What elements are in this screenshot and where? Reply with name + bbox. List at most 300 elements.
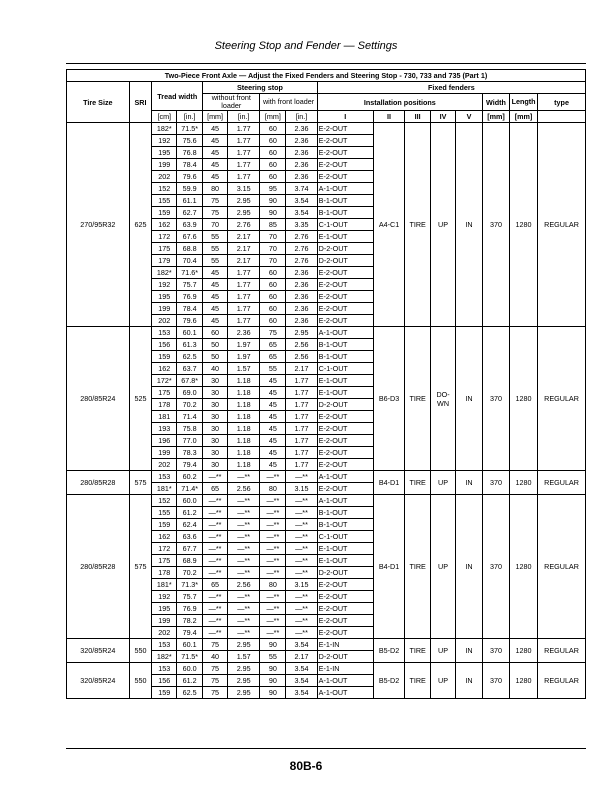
stop-with-mm-cell: 65 <box>260 339 286 351</box>
stop-without-mm-cell: 75 <box>203 639 228 651</box>
stop-with-mm-cell: 45 <box>260 399 286 411</box>
position-i-cell: E-2-OUT <box>317 411 373 423</box>
position-i-cell: E-2-OUT <box>317 267 373 279</box>
stop-without-in-cell: 2.95 <box>227 207 259 219</box>
stop-without-in-cell: 1.97 <box>227 351 259 363</box>
position-i-cell: E-2-OUT <box>317 435 373 447</box>
position-i-cell: E-2-OUT <box>317 147 373 159</box>
position-i-cell: D-2-OUT <box>317 399 373 411</box>
stop-with-in-cell: —** <box>286 567 317 579</box>
tread-in-cell: 77.0 <box>177 435 203 447</box>
position-i-cell: E-2-OUT <box>317 159 373 171</box>
position-iii-cell: TIRE <box>405 495 431 639</box>
tread-in-cell: 75.6 <box>177 135 203 147</box>
stop-with-in-cell: 1.77 <box>286 423 317 435</box>
tread-cm-cell: 182* <box>152 651 177 663</box>
stop-with-mm-cell: 95 <box>260 183 286 195</box>
stop-with-in-cell: 1.77 <box>286 411 317 423</box>
tread-cm-cell: 172* <box>152 375 177 387</box>
col-tire-size: Tire Size <box>67 82 130 123</box>
stop-without-in-cell: 1.77 <box>227 147 259 159</box>
position-i-cell: D-2-OUT <box>317 243 373 255</box>
stop-without-mm-cell: 40 <box>203 363 228 375</box>
stop-with-in-cell: 2.36 <box>286 171 317 183</box>
tread-cm-cell: 172 <box>152 543 177 555</box>
stop-with-in-cell: —** <box>286 591 317 603</box>
tread-in-cell: 71.3* <box>177 579 203 591</box>
stop-with-mm-cell: 60 <box>260 303 286 315</box>
col-length: Length <box>510 94 538 111</box>
tread-cm-cell: 202 <box>152 627 177 639</box>
stop-with-mm-cell: —** <box>260 615 286 627</box>
stop-without-mm-cell: 45 <box>203 159 228 171</box>
stop-with-in-cell: 2.56 <box>286 351 317 363</box>
tread-in-cell: 63.6 <box>177 531 203 543</box>
tread-cm-cell: 153 <box>152 639 177 651</box>
position-i-cell: E-2-OUT <box>317 135 373 147</box>
tread-in-cell: 63.9 <box>177 219 203 231</box>
stop-without-in-cell: 2.17 <box>227 243 259 255</box>
stop-without-mm-cell: 30 <box>203 411 228 423</box>
stop-without-mm-cell: 50 <box>203 339 228 351</box>
position-i-cell: B-1-OUT <box>317 195 373 207</box>
position-iii-cell: TIRE <box>405 639 431 663</box>
stop-with-mm-cell: 55 <box>260 651 286 663</box>
tread-cm-cell: 199 <box>152 159 177 171</box>
sri-cell: 550 <box>129 663 152 699</box>
stop-without-mm-cell: 45 <box>203 291 228 303</box>
table-row <box>67 471 586 483</box>
position-iv-cell: UP <box>431 471 456 495</box>
footer-rule <box>66 748 586 749</box>
stop-without-mm-cell: 75 <box>203 195 228 207</box>
stop-with-in-cell: 2.36 <box>286 279 317 291</box>
width-cell: 370 <box>482 123 509 327</box>
tread-cm-cell: 182* <box>152 267 177 279</box>
stop-without-in-cell: —** <box>227 615 259 627</box>
stop-with-mm-cell: —** <box>260 495 286 507</box>
stop-without-mm-cell: 65 <box>203 483 228 495</box>
tread-in-cell: 67.8* <box>177 375 203 387</box>
tread-cm-cell: 179 <box>152 255 177 267</box>
tread-in-cell: 63.7 <box>177 363 203 375</box>
length-cell: 1280 <box>510 327 538 471</box>
width-cell: 370 <box>482 471 509 495</box>
position-i-cell: A-1-OUT <box>317 471 373 483</box>
tread-in-cell: 75.8 <box>177 423 203 435</box>
stop-with-mm-cell: 45 <box>260 375 286 387</box>
col-tread-width: Tread width <box>152 82 203 111</box>
position-iv-cell: UP <box>431 495 456 639</box>
stop-without-in-cell: 1.57 <box>227 651 259 663</box>
stop-with-mm-cell: —** <box>260 555 286 567</box>
stop-with-in-cell: —** <box>286 495 317 507</box>
stop-with-mm-cell: 70 <box>260 243 286 255</box>
stop-with-in-cell: 2.17 <box>286 651 317 663</box>
stop-with-mm-cell: 45 <box>260 423 286 435</box>
stop-with-in-cell: 2.76 <box>286 243 317 255</box>
position-i-cell: E-1-IN <box>317 639 373 651</box>
stop-with-in-cell: —** <box>286 519 317 531</box>
page-header-title: Steering Stop and Fender — Settings <box>214 40 398 52</box>
stop-without-mm-cell: 50 <box>203 351 228 363</box>
stop-without-in-cell: —** <box>227 627 259 639</box>
position-i-cell: E-2-OUT <box>317 483 373 495</box>
stop-without-in-cell: 2.17 <box>227 255 259 267</box>
tread-in-cell: 76.9 <box>177 291 203 303</box>
stop-without-mm-cell: 30 <box>203 387 228 399</box>
tread-cm-cell: 156 <box>152 339 177 351</box>
position-i-cell: E-1-OUT <box>317 387 373 399</box>
position-i-cell: E-2-OUT <box>317 291 373 303</box>
stop-with-mm-cell: 45 <box>260 447 286 459</box>
stop-with-in-cell: 2.36 <box>286 159 317 171</box>
stop-with-in-cell: —** <box>286 603 317 615</box>
stop-without-in-cell: 2.95 <box>227 675 259 687</box>
stop-without-in-cell: 1.77 <box>227 135 259 147</box>
stop-with-in-cell: 3.54 <box>286 687 317 699</box>
tread-in-cell: 79.6 <box>177 171 203 183</box>
tread-cm-cell: 195 <box>152 147 177 159</box>
table-caption: Two-Piece Front Axle — Adjust the Fixed Fenders and Steering Stop - 730, 733 and 735 (Part 1) <box>67 70 586 82</box>
position-i-cell: D-2-OUT <box>317 255 373 267</box>
position-ii-cell: B4-D1 <box>373 495 404 639</box>
sri-cell: 525 <box>129 327 152 471</box>
stop-with-in-cell: —** <box>286 555 317 567</box>
stop-with-mm-cell: 90 <box>260 663 286 675</box>
stop-without-in-cell: —** <box>227 519 259 531</box>
tread-cm-cell: 162 <box>152 219 177 231</box>
tread-cm-cell: 181* <box>152 483 177 495</box>
position-i-cell: B-1-OUT <box>317 507 373 519</box>
stop-without-in-cell: 1.77 <box>227 159 259 171</box>
stop-with-in-cell: 3.54 <box>286 663 317 675</box>
stop-without-in-cell: 2.56 <box>227 579 259 591</box>
stop-without-in-cell: —** <box>227 495 259 507</box>
stop-with-in-cell: 1.77 <box>286 387 317 399</box>
stop-without-mm-cell: 30 <box>203 447 228 459</box>
stop-with-in-cell: 2.36 <box>286 267 317 279</box>
tread-in-cell: 61.2 <box>177 675 203 687</box>
stop-with-in-cell: 2.95 <box>286 327 317 339</box>
stop-with-mm-cell: 70 <box>260 255 286 267</box>
col-sri: SRI <box>129 82 152 123</box>
stop-with-mm-cell: —** <box>260 471 286 483</box>
stop-without-mm-cell: 80 <box>203 183 228 195</box>
position-i-cell: B-1-OUT <box>317 519 373 531</box>
position-i-cell: E-2-OUT <box>317 603 373 615</box>
tread-cm-cell: 199 <box>152 303 177 315</box>
tread-in-cell: 69.0 <box>177 387 203 399</box>
stop-without-in-cell: 1.18 <box>227 411 259 423</box>
stop-with-mm-cell: 45 <box>260 411 286 423</box>
tread-in-cell: 60.1 <box>177 327 203 339</box>
stop-without-mm-cell: 55 <box>203 255 228 267</box>
stop-without-mm-cell: —** <box>203 591 228 603</box>
stop-with-in-cell: 2.36 <box>286 315 317 327</box>
stop-with-mm-cell: 55 <box>260 363 286 375</box>
position-i-cell: A-1-OUT <box>317 687 373 699</box>
stop-without-mm-cell: 65 <box>203 579 228 591</box>
stop-without-in-cell: 1.77 <box>227 123 259 135</box>
stop-without-mm-cell: 30 <box>203 423 228 435</box>
position-i-cell: A-1-OUT <box>317 183 373 195</box>
position-i-cell: E-2-OUT <box>317 279 373 291</box>
tread-cm-cell: 159 <box>152 207 177 219</box>
stop-with-in-cell: 3.54 <box>286 639 317 651</box>
tread-in-cell: 79.4 <box>177 459 203 471</box>
tread-in-cell: 61.2 <box>177 507 203 519</box>
stop-without-in-cell: 1.18 <box>227 447 259 459</box>
stop-without-mm-cell: 55 <box>203 243 228 255</box>
stop-with-mm-cell: 60 <box>260 267 286 279</box>
stop-with-in-cell: —** <box>286 543 317 555</box>
stop-without-mm-cell: 30 <box>203 435 228 447</box>
width-cell: 370 <box>482 327 509 471</box>
position-ii-cell: A4-C1 <box>373 123 404 327</box>
stop-without-in-cell: 1.77 <box>227 267 259 279</box>
stop-without-mm-cell: 45 <box>203 123 228 135</box>
stop-with-mm-cell: 90 <box>260 195 286 207</box>
stop-without-in-cell: 1.77 <box>227 291 259 303</box>
unit-mm: [mm] <box>260 111 286 123</box>
position-i-cell: E-2-OUT <box>317 303 373 315</box>
stop-with-mm-cell: 60 <box>260 291 286 303</box>
stop-without-mm-cell: 75 <box>203 687 228 699</box>
position-i-cell: E-1-OUT <box>317 543 373 555</box>
unit-in: [in.] <box>177 111 203 123</box>
tread-cm-cell: 192 <box>152 135 177 147</box>
stop-without-in-cell: 2.17 <box>227 231 259 243</box>
col-width: Width <box>482 94 509 111</box>
col-installation-positions: Installation positions <box>317 94 482 111</box>
stop-without-in-cell: 2.76 <box>227 219 259 231</box>
stop-with-in-cell: 2.36 <box>286 291 317 303</box>
stop-with-mm-cell: 45 <box>260 387 286 399</box>
stop-with-in-cell: 3.54 <box>286 195 317 207</box>
tread-in-cell: 60.0 <box>177 663 203 675</box>
stop-without-in-cell: 2.95 <box>227 663 259 675</box>
tread-in-cell: 78.2 <box>177 615 203 627</box>
stop-without-mm-cell: —** <box>203 555 228 567</box>
stop-without-in-cell: 2.95 <box>227 687 259 699</box>
stop-with-in-cell: 2.36 <box>286 135 317 147</box>
tread-in-cell: 61.1 <box>177 195 203 207</box>
stop-without-in-cell: 1.97 <box>227 339 259 351</box>
stop-with-mm-cell: —** <box>260 507 286 519</box>
stop-without-mm-cell: —** <box>203 531 228 543</box>
stop-with-mm-cell: 60 <box>260 171 286 183</box>
position-i-cell: E-1-OUT <box>317 231 373 243</box>
stop-without-in-cell: 1.77 <box>227 303 259 315</box>
tread-cm-cell: 175 <box>152 555 177 567</box>
position-i-cell: E-2-OUT <box>317 627 373 639</box>
position-iii-cell: TIRE <box>405 123 431 327</box>
position-ii-cell: B6-D3 <box>373 327 404 471</box>
position-i-cell: E-2-OUT <box>317 423 373 435</box>
length-cell: 1280 <box>510 495 538 639</box>
position-iv-cell: UP <box>431 663 456 699</box>
position-i-cell: C-1-OUT <box>317 363 373 375</box>
stop-without-in-cell: 2.95 <box>227 639 259 651</box>
tire-size-cell: 270/95R32 <box>67 123 130 327</box>
stop-with-mm-cell: 60 <box>260 123 286 135</box>
tread-in-cell: 75.7 <box>177 279 203 291</box>
tread-cm-cell: 153 <box>152 471 177 483</box>
stop-with-mm-cell: 60 <box>260 315 286 327</box>
tread-in-cell: 71.5* <box>177 651 203 663</box>
tread-in-cell: 76.9 <box>177 603 203 615</box>
stop-with-in-cell: 3.15 <box>286 483 317 495</box>
stop-without-in-cell: 1.18 <box>227 399 259 411</box>
tread-cm-cell: 155 <box>152 195 177 207</box>
stop-without-mm-cell: —** <box>203 495 228 507</box>
tread-in-cell: 79.4 <box>177 627 203 639</box>
stop-without-mm-cell: 45 <box>203 303 228 315</box>
tread-in-cell: 75.7 <box>177 591 203 603</box>
position-i-cell: D-2-OUT <box>317 651 373 663</box>
tread-cm-cell: 175 <box>152 387 177 399</box>
stop-without-mm-cell: 60 <box>203 327 228 339</box>
stop-with-mm-cell: —** <box>260 531 286 543</box>
tread-in-cell: 61.3 <box>177 339 203 351</box>
stop-without-in-cell: 1.57 <box>227 363 259 375</box>
type-cell: REGULAR <box>538 495 586 639</box>
position-i-cell: E-2-OUT <box>317 123 373 135</box>
stop-without-in-cell: 2.95 <box>227 195 259 207</box>
stop-with-mm-cell: 70 <box>260 231 286 243</box>
unit-in-2: [in.] <box>227 111 259 123</box>
position-i-cell: E-2-OUT <box>317 447 373 459</box>
unit-pos-ii: II <box>373 111 404 123</box>
type-cell: REGULAR <box>538 639 586 663</box>
stop-with-in-cell: 2.56 <box>286 339 317 351</box>
stop-with-in-cell: 1.77 <box>286 375 317 387</box>
stop-with-in-cell: —** <box>286 615 317 627</box>
position-v-cell: IN <box>455 327 482 471</box>
tread-in-cell: 60.2 <box>177 471 203 483</box>
stop-without-in-cell: 3.15 <box>227 183 259 195</box>
sri-cell: 575 <box>129 495 152 639</box>
stop-with-mm-cell: 45 <box>260 435 286 447</box>
position-i-cell: E-2-OUT <box>317 591 373 603</box>
stop-with-in-cell: 2.36 <box>286 147 317 159</box>
stop-without-mm-cell: 75 <box>203 675 228 687</box>
position-i-cell: E-1-OUT <box>317 555 373 567</box>
position-v-cell: IN <box>455 471 482 495</box>
length-cell: 1280 <box>510 471 538 495</box>
stop-without-mm-cell: —** <box>203 507 228 519</box>
stop-with-in-cell: 3.54 <box>286 207 317 219</box>
tread-in-cell: 62.5 <box>177 687 203 699</box>
stop-without-in-cell: —** <box>227 567 259 579</box>
stop-with-in-cell: 2.36 <box>286 303 317 315</box>
tread-cm-cell: 193 <box>152 423 177 435</box>
stop-with-in-cell: 2.76 <box>286 255 317 267</box>
tread-in-cell: 67.6 <box>177 231 203 243</box>
tread-cm-cell: 178 <box>152 567 177 579</box>
stop-without-mm-cell: —** <box>203 627 228 639</box>
type-cell: REGULAR <box>538 327 586 471</box>
position-i-cell: E-2-OUT <box>317 315 373 327</box>
stop-with-in-cell: 1.77 <box>286 399 317 411</box>
col-type: type <box>538 94 586 111</box>
tire-size-cell: 280/85R28 <box>67 495 130 639</box>
sri-cell: 575 <box>129 471 152 495</box>
tread-in-cell: 62.7 <box>177 207 203 219</box>
stop-with-mm-cell: —** <box>260 543 286 555</box>
stop-with-mm-cell: 60 <box>260 279 286 291</box>
table-row <box>67 123 586 135</box>
tread-in-cell: 70.2 <box>177 567 203 579</box>
tread-in-cell: 67.7 <box>177 543 203 555</box>
length-cell: 1280 <box>510 639 538 663</box>
position-i-cell: D-2-OUT <box>317 567 373 579</box>
tread-cm-cell: 202 <box>152 315 177 327</box>
tread-in-cell: 71.5* <box>177 123 203 135</box>
tread-in-cell: 79.6 <box>177 315 203 327</box>
position-v-cell: IN <box>455 123 482 327</box>
table-row <box>67 327 586 339</box>
stop-without-mm-cell: —** <box>203 615 228 627</box>
stop-without-in-cell: 1.18 <box>227 387 259 399</box>
settings-table <box>66 69 586 699</box>
position-i-cell: E-2-OUT <box>317 579 373 591</box>
stop-with-mm-cell: 90 <box>260 207 286 219</box>
position-v-cell: IN <box>455 663 482 699</box>
unit-cm: [cm] <box>152 111 177 123</box>
stop-without-mm-cell: 40 <box>203 651 228 663</box>
stop-with-mm-cell: —** <box>260 567 286 579</box>
position-i-cell: B-1-OUT <box>317 351 373 363</box>
unit-in-3: [in.] <box>286 111 317 123</box>
stop-without-in-cell: —** <box>227 543 259 555</box>
tread-in-cell: 78.4 <box>177 303 203 315</box>
width-cell: 370 <box>482 639 509 663</box>
stop-with-in-cell: —** <box>286 471 317 483</box>
stop-with-mm-cell: —** <box>260 627 286 639</box>
stop-with-in-cell: 3.74 <box>286 183 317 195</box>
stop-with-in-cell: 1.77 <box>286 435 317 447</box>
sri-cell: 625 <box>129 123 152 327</box>
position-iv-cell: UP <box>431 123 456 327</box>
tread-cm-cell: 172 <box>152 231 177 243</box>
unit-type-blank <box>538 111 586 123</box>
unit-pos-i: I <box>317 111 373 123</box>
position-ii-cell: B5-D2 <box>373 663 404 699</box>
position-i-cell: A-1-OUT <box>317 495 373 507</box>
tread-in-cell: 76.8 <box>177 147 203 159</box>
position-ii-cell: B4-D1 <box>373 471 404 495</box>
position-i-cell: E-2-OUT <box>317 171 373 183</box>
tire-size-cell: 320/85R24 <box>67 639 130 663</box>
stop-with-in-cell: —** <box>286 627 317 639</box>
stop-without-mm-cell: 70 <box>203 219 228 231</box>
stop-with-in-cell: 2.76 <box>286 231 317 243</box>
position-i-cell: E-2-OUT <box>317 615 373 627</box>
tire-size-cell: 320/85R24 <box>67 663 130 699</box>
stop-without-in-cell: 1.18 <box>227 435 259 447</box>
stop-without-in-cell: —** <box>227 531 259 543</box>
header-rule <box>66 63 586 64</box>
stop-with-in-cell: 2.17 <box>286 363 317 375</box>
position-v-cell: IN <box>455 495 482 639</box>
stop-without-mm-cell: —** <box>203 471 228 483</box>
tread-in-cell: 71.4 <box>177 411 203 423</box>
tread-cm-cell: 182* <box>152 123 177 135</box>
stop-without-in-cell: 1.18 <box>227 423 259 435</box>
page-number: 80B-6 <box>289 759 323 773</box>
